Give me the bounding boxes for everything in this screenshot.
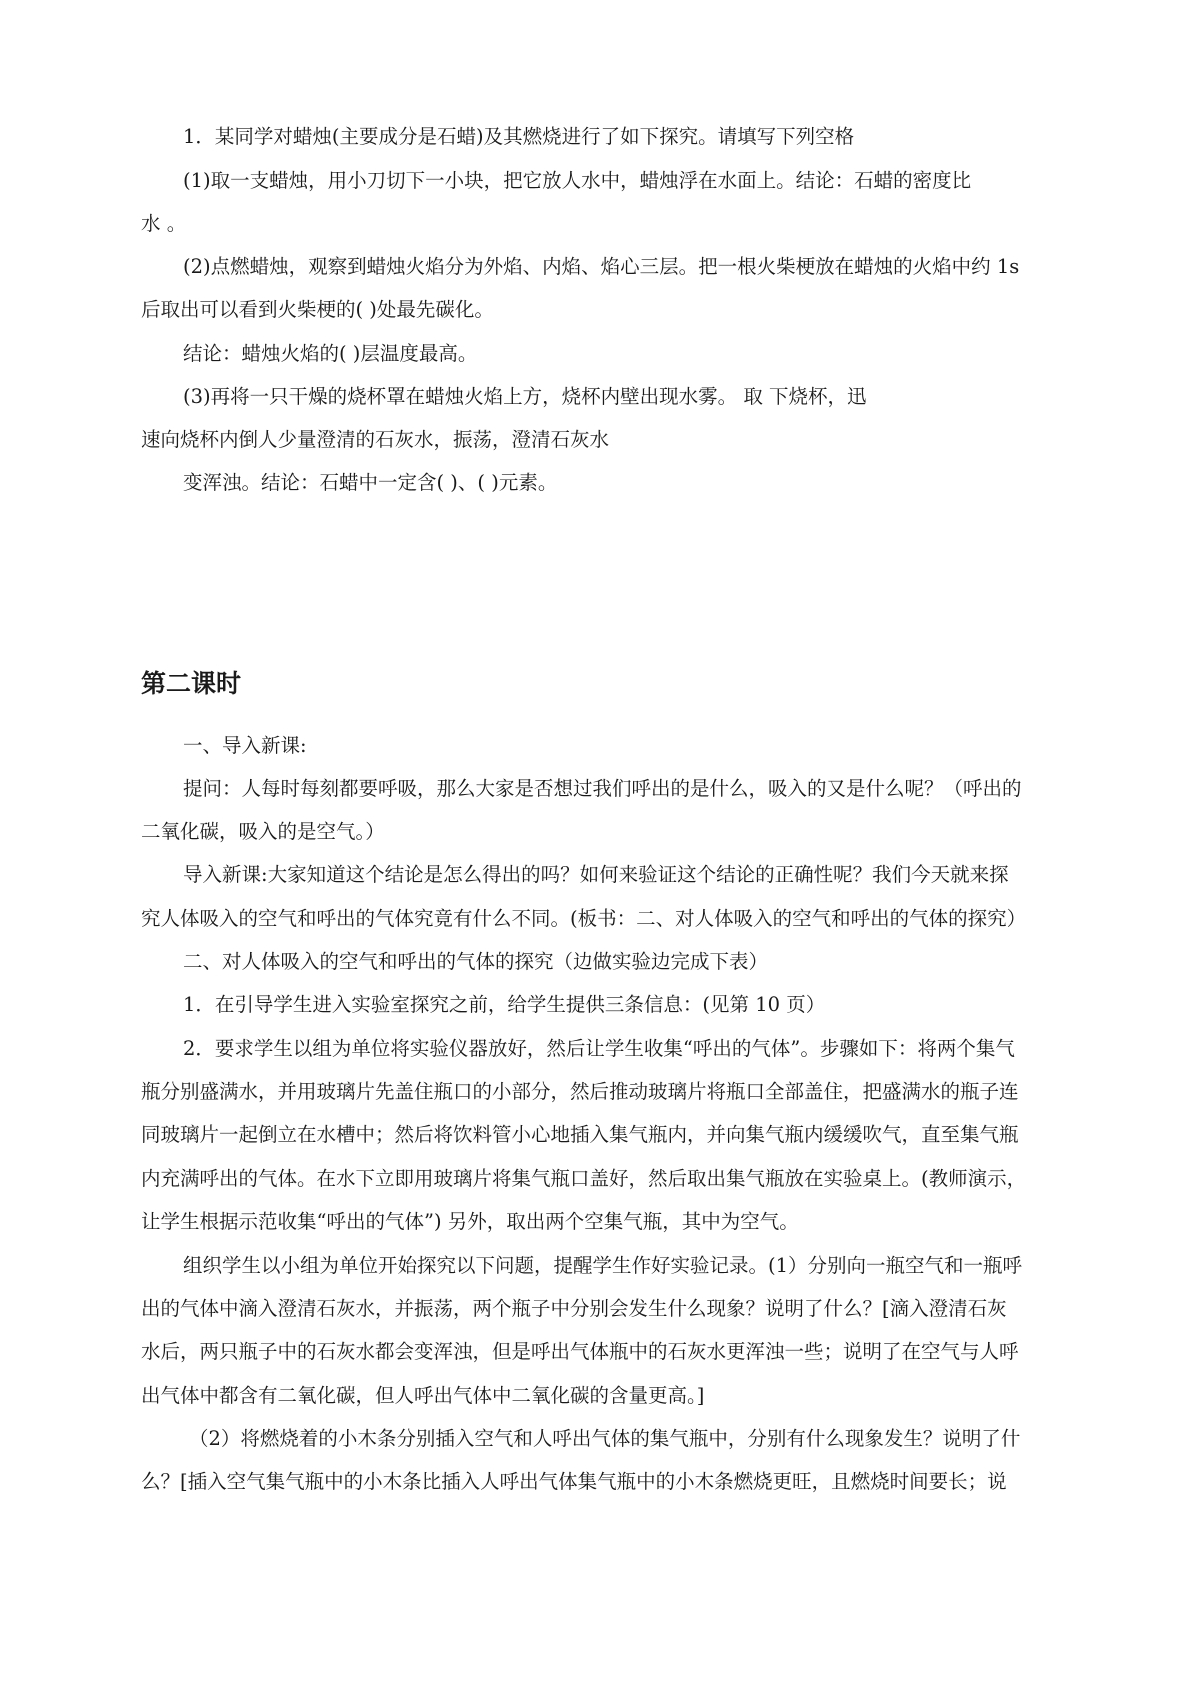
step-1-line-1: (1)取一支蜡烛，用小刀切下一小块，把它放人水中，蜡烛浮在水面上。结论：石蜡的密度比 bbox=[183, 169, 972, 192]
lead-in-line-2: 究人体吸入的空气和呼出的气体究竟有什么不同。(板书：二、对人体吸入的空气和呼出的气体的探究） bbox=[141, 907, 1027, 930]
organize-line-2: 出的气体中滴入澄清石灰水，并振荡，两个瓶子中分别会发生什么现象？说明了什么？[滴入澄清石灰 bbox=[141, 1297, 1007, 1320]
organize-line-1: 组织学生以小组为单位开始探究以下问题，提醒学生作好实验记录。(1）分别向一瓶空气和一瓶呼 bbox=[183, 1254, 1023, 1277]
step-3-line-3: 变浑浊。结论：石蜡中一定含( )、( )元素。 bbox=[183, 471, 558, 494]
question-1-title: 1．某同学对蜡烛(主要成分是石蜡)及其燃烧进行了如下探究。请填写下列空格 bbox=[183, 125, 855, 148]
step-1-info: 1．在引导学生进入实验室探究之前，给学生提供三条信息：(见第 10 页） bbox=[183, 993, 826, 1016]
step-2-line-4: 内充满呼出的气体。在水下立即用玻璃片将集气瓶口盖好，然后取出集气瓶放在实验桌上。(教师演示， bbox=[141, 1167, 1027, 1190]
section-2-title: 二、对人体吸入的空气和呼出的气体的探究（边做实验边完成下表） bbox=[183, 950, 769, 973]
section-heading: 第二课时 bbox=[141, 669, 242, 698]
question-line-2: 二氧化碳，吸入的是空气。） bbox=[141, 820, 385, 843]
organize-line-3: 水后，两只瓶子中的石灰水都会变浑浊，但是呼出气体瓶中的石灰水更浑浊一些；说明了在空气与人呼 bbox=[141, 1340, 1019, 1363]
step-3-line-1: (3)再将一只干燥的烧杯罩在蜡烛火焰上方，烧杯内壁出现水雾。 取 下烧杯，迅 bbox=[183, 385, 867, 408]
step-2-line-2: 后取出可以看到火柴梗的( )处最先碳化。 bbox=[141, 298, 494, 321]
step-1-line-2: 水 。 bbox=[141, 212, 187, 235]
step-3-line-2: 速向烧杯内倒人少量澄清的石灰水，振荡，澄清石灰水 bbox=[141, 428, 610, 451]
question-line-1: 提问：人每时每刻都要呼吸，那么大家是否想过我们呼出的是什么，吸入的又是什么呢？（呼出的 bbox=[183, 777, 1022, 800]
question-2-line-1: （2）将燃烧着的小木条分别插入空气和人呼出气体的集气瓶中，分别有什么现象发生？说明了什 bbox=[189, 1427, 1021, 1450]
organize-line-4: 出气体中都含有二氧化碳，但人呼出气体中二氧化碳的含量更高。] bbox=[141, 1384, 705, 1407]
question-2-line-2: 么？[插入空气集气瓶中的小木条比插入人呼出气体集气瓶中的小木条燃烧更旺，且燃烧时间要长；说 bbox=[141, 1470, 1007, 1493]
step-2-line-1: (2)点燃蜡烛，观察到蜡烛火焰分为外焰、内焰、焰心三层。把一根火柴梗放在蜡烛的火焰中约 1s bbox=[183, 255, 1020, 278]
lead-in-line-1: 导入新课:大家知道这个结论是怎么得出的吗？如何来验证这个结论的正确性呢？我们今天就来探 bbox=[183, 863, 1009, 886]
step-2-line-2: 瓶分别盛满水，并用玻璃片先盖住瓶口的小部分，然后推动玻璃片将瓶口全部盖住，把盛满水的瓶子连 bbox=[141, 1080, 1019, 1103]
intro-title: 一、导入新课: bbox=[183, 734, 307, 757]
step-2-line-3: 同玻璃片一起倒立在水槽中；然后将饮料管小心地插入集气瓶内，并向集气瓶内缓缓吹气，直至集气瓶 bbox=[141, 1123, 1019, 1146]
step-2-line-1: 2．要求学生以组为单位将实验仪器放好，然后让学生收集“呼出的气体”。步骤如下：将两个集气 bbox=[183, 1037, 1015, 1060]
step-2-conclusion: 结论：蜡烛火焰的( )层温度最高。 bbox=[183, 342, 478, 365]
step-2-line-5: 让学生根据示范收集“呼出的气体”) 另外，取出两个空集气瓶，其中为空气。 bbox=[141, 1210, 799, 1233]
